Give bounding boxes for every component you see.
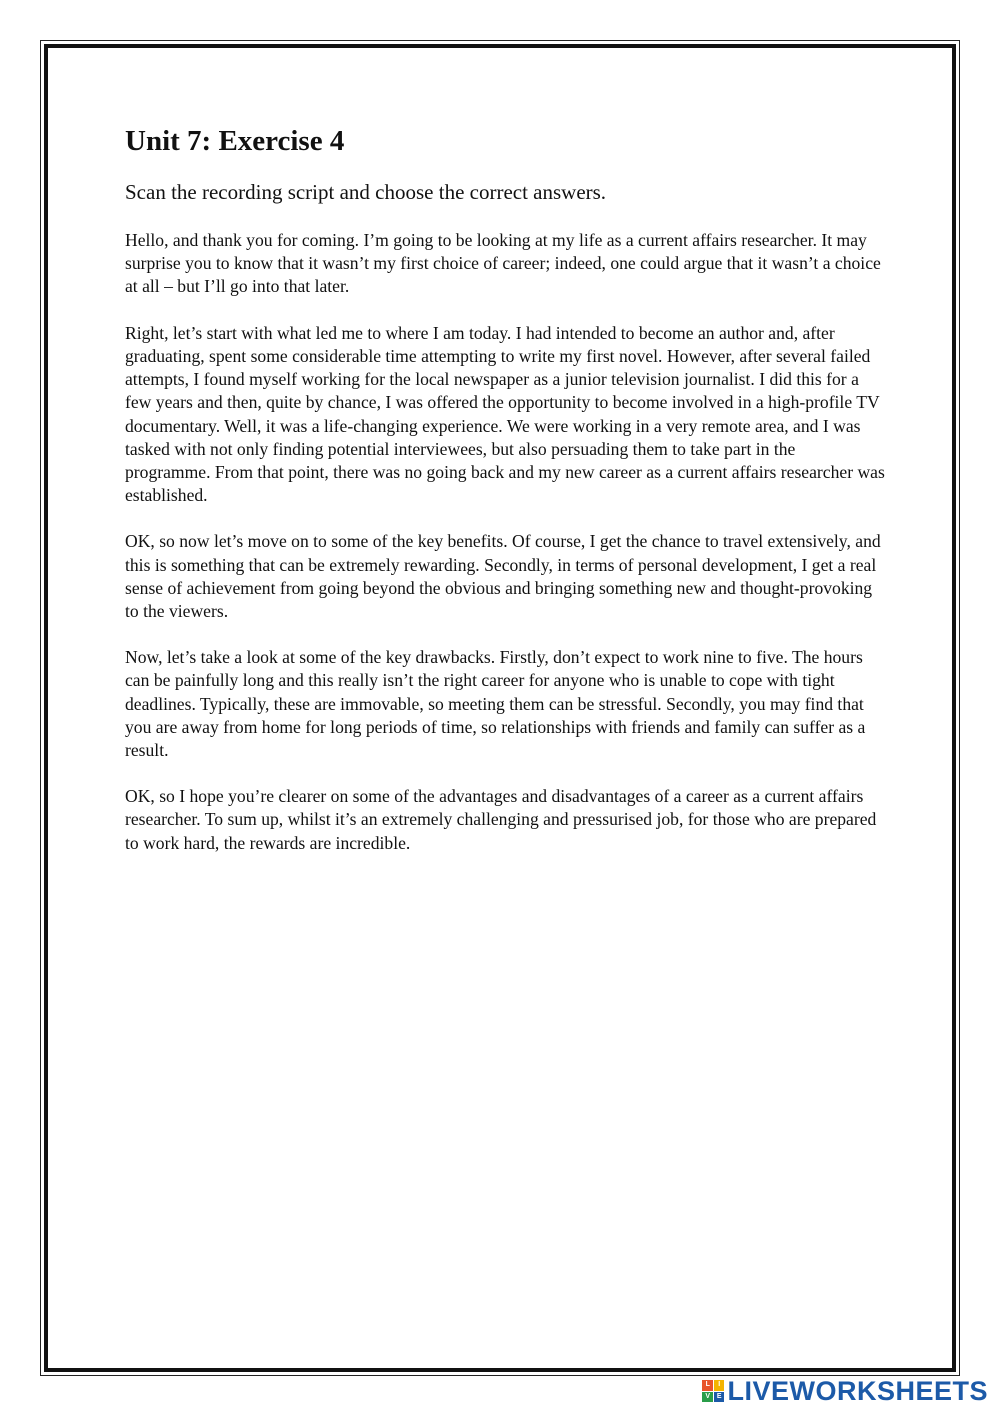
logo-letter-e: E [714, 1392, 725, 1403]
logo-letter-i: I [714, 1380, 725, 1391]
worksheet-content [125, 126, 885, 878]
script-paragraph-1: Hello, and thank you for coming. I’m going to be looking at my life as a current affairs researcher. It may surprise you to know that it wasn’t my first choice of career; indeed, one could argue that it wasn’t a choice at all – but I’ll go into that later. [125, 230, 881, 297]
page-frame [40, 40, 960, 1376]
liveworksheets-logo-icon [702, 1380, 724, 1402]
liveworksheets-logo[interactable] [702, 1376, 988, 1406]
script-paragraph-4: Now, let’s take a look at some of the key drawbacks. Firstly, don’t expect to work nine to five. The hours can be painfully long and this really isn’t the right career for anyone who is unable to cope with tight deadlines. Typically, these are immovable, so meeting them can be stressful. Secondly, you may find that you are away from home for long periods of time, so relationships with friends and family can suffer as a result. [125, 647, 866, 760]
page-title: Unit 7: Exercise 4 [125, 125, 345, 157]
liveworksheets-brand-text: LIVEWORKSHEETS [727, 1375, 988, 1406]
page-border [44, 44, 956, 1372]
instruction-text: Scan the recording script and choose the correct answers. [125, 179, 607, 204]
script-paragraph-3: OK, so now let’s move on to some of the key benefits. Of course, I get the chance to travel extensively, and this is something that can be extremely rewarding. Secondly, in terms of personal development, I get a real sense of achievement from going beyond the obvious and bringing something new and thought-provoking to the viewers. [125, 531, 881, 621]
logo-letter-l: L [702, 1380, 713, 1391]
script-paragraph-5: OK, so I hope you’re clearer on some of the advantages and disadvantages of a career as a current affairs researcher. To sum up, whilst it’s an extremely challenging and pressurised job, for those who are prepared to work hard, the rewards are incredible. [125, 786, 877, 853]
logo-letter-v: V [702, 1392, 713, 1403]
script-paragraph-2: Right, let’s start with what led me to where I am today. I had intended to become an author and, after graduating, spent some considerable time attempting to write my first novel. However, after several failed attempts, I found myself working for the local newspaper as a junior television journalist. I did this for a few years and then, quite by chance, I was offered the opportunity to become involved in a high-profile TV documentary. Well, it was a life-changing experience. We were working in a very remote area, and I was tasked with not only finding potential interviewees, but also persuading them to take part in the programme. From that point, there was no going back and my new career as a current affairs researcher was established. [125, 322, 885, 506]
